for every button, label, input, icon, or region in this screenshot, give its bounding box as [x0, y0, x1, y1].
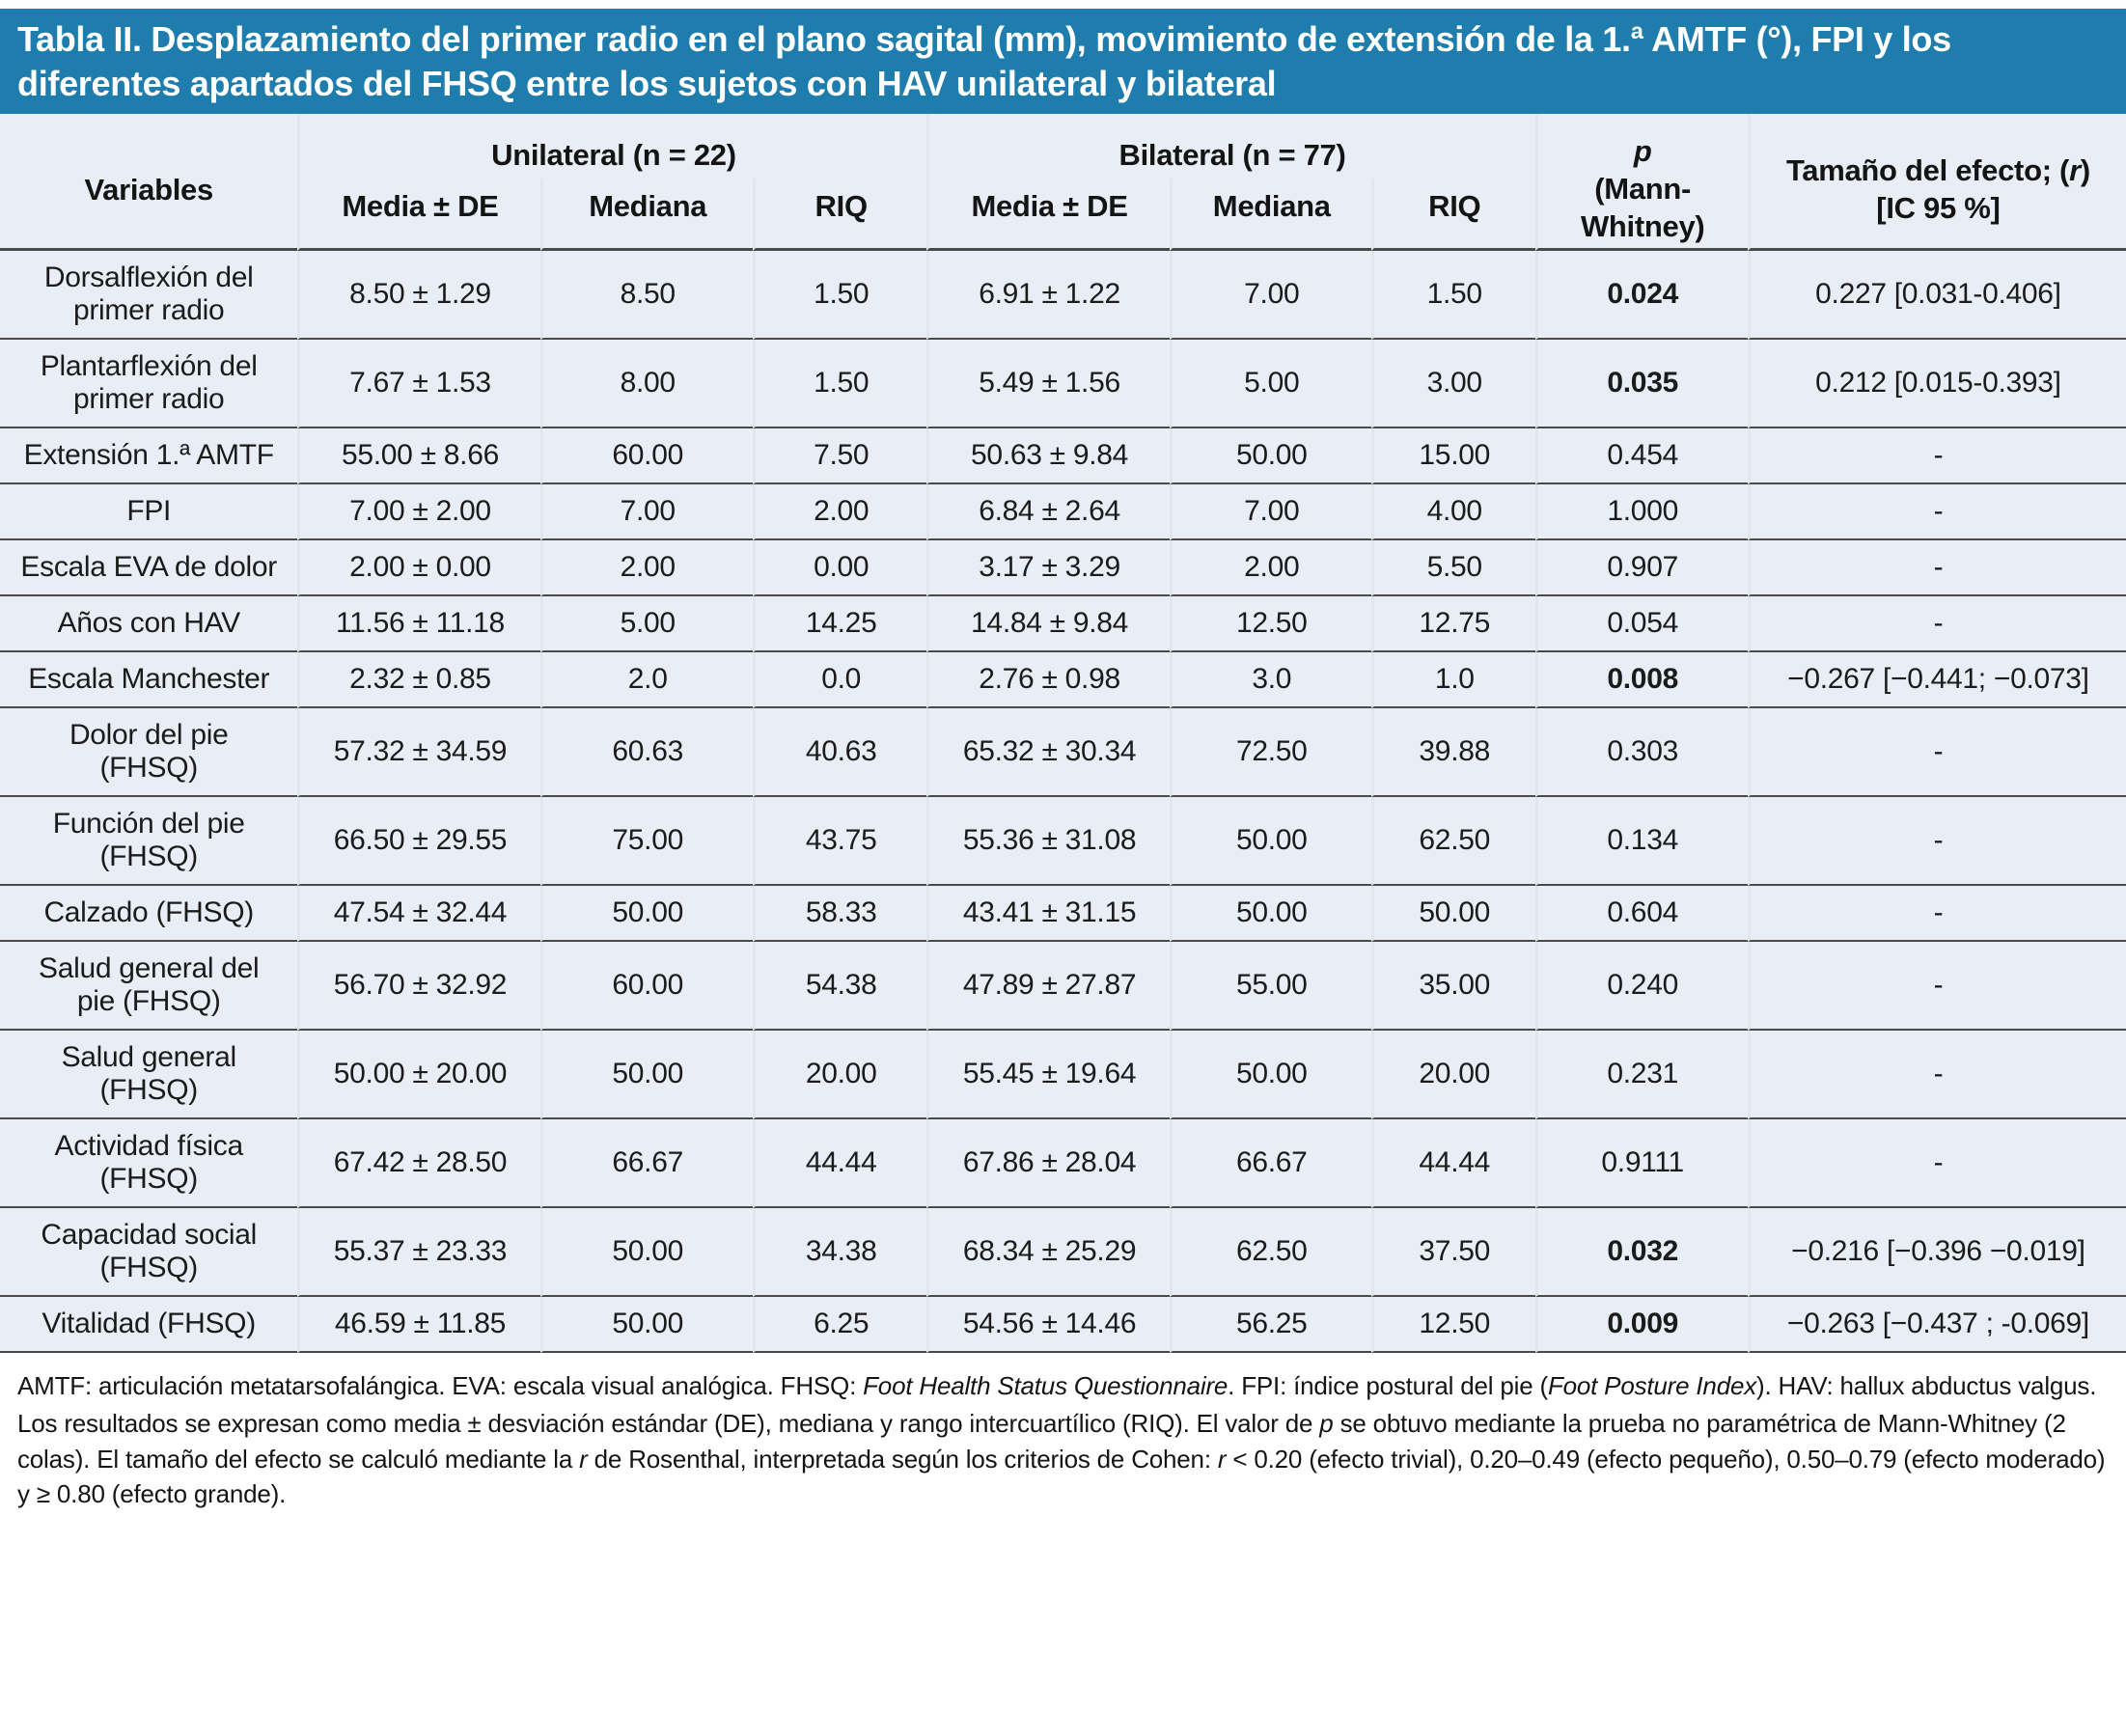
- cell-unilateral-media: 11.56 ± 11.18: [297, 596, 539, 652]
- cell-p-value: 0.604: [1535, 886, 1748, 942]
- cell-bilateral-mediana: 72.50: [1170, 708, 1371, 797]
- variable-label: FPI: [0, 484, 297, 540]
- cell-bilateral-mediana: 50.00: [1170, 797, 1371, 886]
- cell-effect-size: -: [1748, 596, 2126, 652]
- cell-effect-size: -: [1748, 797, 2126, 886]
- column-header-effect-size: [1748, 114, 2126, 250]
- table-row: [0, 1119, 2126, 1208]
- cell-bilateral-mediana: 50.00: [1170, 428, 1371, 484]
- cell-unilateral-media: 57.32 ± 34.59: [297, 708, 539, 797]
- cell-unilateral-mediana: 66.67: [540, 1119, 753, 1208]
- column-header-bilateral-riq: RIQ: [1371, 179, 1535, 251]
- cell-unilateral-mediana: 2.00: [540, 540, 753, 596]
- cell-p-value: 0.454: [1535, 428, 1748, 484]
- footnote-text-segment: . FPI: índice postural del pie (: [1228, 1370, 1548, 1400]
- cell-unilateral-mediana: 50.00: [540, 1208, 753, 1297]
- cell-bilateral-media: 6.84 ± 2.64: [926, 484, 1169, 540]
- variable-label: Salud general (FHSQ): [0, 1031, 297, 1119]
- cell-effect-size: -: [1748, 1119, 2126, 1208]
- cell-unilateral-riq: 43.75: [753, 797, 927, 886]
- cell-effect-size: -: [1748, 428, 2126, 484]
- cell-p-value: 0.054: [1535, 596, 1748, 652]
- cell-bilateral-mediana: 12.50: [1170, 596, 1371, 652]
- cell-bilateral-riq: 35.00: [1371, 942, 1535, 1031]
- cell-p-value: 0.240: [1535, 942, 1748, 1031]
- cell-unilateral-riq: 0.0: [753, 652, 927, 708]
- footnote-methods: [17, 1406, 2109, 1513]
- table-row: [0, 596, 2126, 652]
- cell-unilateral-mediana: 75.00: [540, 797, 753, 886]
- cell-unilateral-riq: 20.00: [753, 1031, 927, 1119]
- cell-bilateral-media: 3.17 ± 3.29: [926, 540, 1169, 596]
- cell-bilateral-mediana: 62.50: [1170, 1208, 1371, 1297]
- cell-effect-size: −0.216 [−0.396 −0.019]: [1748, 1208, 2126, 1297]
- cell-unilateral-media: 47.54 ± 32.44: [297, 886, 539, 942]
- cell-bilateral-mediana: 55.00: [1170, 942, 1371, 1031]
- cell-bilateral-mediana: 7.00: [1170, 251, 1371, 340]
- table-header: [0, 114, 2126, 250]
- column-header-bilateral-mediana: Mediana: [1170, 179, 1371, 251]
- table-row: [0, 708, 2126, 797]
- footnote-text-segment: se obtuvo mediante la prueba no paramétrica de Mann-Whitney (2 colas). El tamaño del efecto se calculó mediante la: [17, 1408, 2066, 1474]
- footnote-text-segment: Los resultados se expresan como media ± desviación estándar (DE), mediana y rango intercuartílico (RIQ). El valor de: [17, 1408, 1320, 1438]
- cell-p-value: 0.907: [1535, 540, 1748, 596]
- variable-label: Escala EVA de dolor: [0, 540, 297, 596]
- cell-effect-size: -: [1748, 708, 2126, 797]
- cell-bilateral-mediana: 50.00: [1170, 1031, 1371, 1119]
- cell-bilateral-mediana: 2.00: [1170, 540, 1371, 596]
- cell-effect-size: -: [1748, 540, 2126, 596]
- cell-unilateral-riq: 2.00: [753, 484, 927, 540]
- table-row: [0, 1208, 2126, 1297]
- cell-p-value: 0.008: [1535, 652, 1748, 708]
- cell-unilateral-riq: 6.25: [753, 1297, 927, 1353]
- cell-bilateral-media: 55.45 ± 19.64: [926, 1031, 1169, 1119]
- cell-unilateral-mediana: 5.00: [540, 596, 753, 652]
- cell-effect-size: -: [1748, 1031, 2126, 1119]
- cell-unilateral-mediana: 2.0: [540, 652, 753, 708]
- cell-bilateral-media: 2.76 ± 0.98: [926, 652, 1169, 708]
- column-header-bilateral-media: Media ± DE: [926, 179, 1169, 251]
- footnote-text-segment: < 0.20 (efecto trivial), 0.20–0.49 (efecto pequeño), 0.50–0.79 (efecto moderado) y ≥ 0.80 (efecto grande).: [17, 1444, 2106, 1509]
- cell-bilateral-mediana: 66.67: [1170, 1119, 1371, 1208]
- cell-bilateral-media: 5.49 ± 1.56: [926, 340, 1169, 428]
- cell-unilateral-media: 46.59 ± 11.85: [297, 1297, 539, 1353]
- cell-unilateral-media: 55.00 ± 8.66: [297, 428, 539, 484]
- table-row: [0, 251, 2126, 340]
- cell-bilateral-media: 54.56 ± 14.46: [926, 1297, 1169, 1353]
- effect-header-line2: [IC 95 %]: [1876, 190, 2001, 225]
- cell-bilateral-riq: 62.50: [1371, 797, 1535, 886]
- cell-bilateral-mediana: 7.00: [1170, 484, 1371, 540]
- table-row: [0, 886, 2126, 942]
- variable-label: Calzado (FHSQ): [0, 886, 297, 942]
- cell-bilateral-media: 14.84 ± 9.84: [926, 596, 1169, 652]
- cell-p-value: 0.032: [1535, 1208, 1748, 1297]
- table-title: Tabla II. Desplazamiento del primer radio en el plano sagital (mm), movimiento de extensión de la 1.ª AMTF (°), FPI y los diferentes apartados del FHSQ entre los sujetos con HAV unilateral y bilateral: [0, 9, 2126, 114]
- cell-bilateral-riq: 15.00: [1371, 428, 1535, 484]
- footnote-italic-segment: r: [1217, 1444, 1227, 1474]
- cell-unilateral-media: 66.50 ± 29.55: [297, 797, 539, 886]
- column-header-bilateral: Bilateral (n = 77): [926, 114, 1534, 179]
- cell-unilateral-mediana: 7.00: [540, 484, 753, 540]
- cell-bilateral-riq: 44.44: [1371, 1119, 1535, 1208]
- cell-bilateral-riq: 1.50: [1371, 251, 1535, 340]
- column-header-unilateral-media: Media ± DE: [297, 179, 539, 251]
- cell-p-value: 0.035: [1535, 340, 1748, 428]
- cell-bilateral-riq: 37.50: [1371, 1208, 1535, 1297]
- cell-bilateral-riq: 50.00: [1371, 886, 1535, 942]
- variable-label: Plantarflexión del primer radio: [0, 340, 297, 428]
- column-header-unilateral-riq: RIQ: [753, 179, 927, 251]
- column-header-variables: Variables: [0, 114, 297, 250]
- cell-unilateral-mediana: 60.63: [540, 708, 753, 797]
- cell-effect-size: -: [1748, 886, 2126, 942]
- cell-bilateral-riq: 39.88: [1371, 708, 1535, 797]
- variable-label: Escala Manchester: [0, 652, 297, 708]
- cell-unilateral-media: 7.00 ± 2.00: [297, 484, 539, 540]
- footnotes: [0, 1353, 2126, 1513]
- cell-unilateral-media: 56.70 ± 32.92: [297, 942, 539, 1031]
- cell-p-value: 0.024: [1535, 251, 1748, 340]
- cell-unilateral-media: 2.00 ± 0.00: [297, 540, 539, 596]
- variable-label: Dorsalflexión del primer radio: [0, 251, 297, 340]
- cell-unilateral-mediana: 8.50: [540, 251, 753, 340]
- cell-bilateral-mediana: 3.0: [1170, 652, 1371, 708]
- table-row: [0, 942, 2126, 1031]
- variable-label: Extensión 1.ª AMTF: [0, 428, 297, 484]
- variable-label: Capacidad social (FHSQ): [0, 1208, 297, 1297]
- cell-unilateral-riq: 54.38: [753, 942, 927, 1031]
- cell-bilateral-riq: 5.50: [1371, 540, 1535, 596]
- cell-p-value: 0.134: [1535, 797, 1748, 886]
- p-header-line3: Whitney): [1580, 208, 1705, 243]
- cell-bilateral-media: 47.89 ± 27.87: [926, 942, 1169, 1031]
- footnote-italic-segment: p: [1319, 1408, 1334, 1438]
- table-row: [0, 652, 2126, 708]
- cell-unilateral-media: 8.50 ± 1.29: [297, 251, 539, 340]
- footnote-text-segment: ). HAV: hallux abductus valgus.: [1756, 1370, 2097, 1400]
- cell-unilateral-media: 55.37 ± 23.33: [297, 1208, 539, 1297]
- cell-unilateral-riq: 34.38: [753, 1208, 927, 1297]
- table-row: [0, 1297, 2126, 1353]
- cell-p-value: 0.9111: [1535, 1119, 1748, 1208]
- cell-effect-size: 0.227 [0.031-0.406]: [1748, 251, 2126, 340]
- cell-bilateral-riq: 20.00: [1371, 1031, 1535, 1119]
- cell-unilateral-riq: 58.33: [753, 886, 927, 942]
- cell-unilateral-riq: 44.44: [753, 1119, 927, 1208]
- table-row: [0, 540, 2126, 596]
- cell-bilateral-mediana: 50.00: [1170, 886, 1371, 942]
- cell-bilateral-media: 68.34 ± 25.29: [926, 1208, 1169, 1297]
- cell-unilateral-media: 67.42 ± 28.50: [297, 1119, 539, 1208]
- cell-bilateral-media: 43.41 ± 31.15: [926, 886, 1169, 942]
- cell-unilateral-mediana: 60.00: [540, 428, 753, 484]
- variable-label: Dolor del pie (FHSQ): [0, 708, 297, 797]
- cell-unilateral-riq: 1.50: [753, 340, 927, 428]
- cell-bilateral-riq: 1.0: [1371, 652, 1535, 708]
- cell-p-value: 1.000: [1535, 484, 1748, 540]
- cell-bilateral-riq: 3.00: [1371, 340, 1535, 428]
- variable-label: Salud general del pie (FHSQ): [0, 942, 297, 1031]
- footnote-italic-segment: Foot Health Status Questionnaire: [863, 1370, 1229, 1400]
- variable-label: Años con HAV: [0, 596, 297, 652]
- cell-unilateral-riq: 0.00: [753, 540, 927, 596]
- cell-bilateral-riq: 4.00: [1371, 484, 1535, 540]
- footnote-abbreviations: [17, 1368, 2109, 1404]
- cell-unilateral-mediana: 8.00: [540, 340, 753, 428]
- footnote-italic-segment: Foot Posture Index: [1547, 1370, 1757, 1400]
- p-header-line2: (Mann-: [1594, 172, 1692, 207]
- cell-effect-size: 0.212 [0.015-0.393]: [1748, 340, 2126, 428]
- table-row: [0, 797, 2126, 886]
- table-row: [0, 428, 2126, 484]
- cell-p-value: 0.009: [1535, 1297, 1748, 1353]
- cell-unilateral-riq: 7.50: [753, 428, 927, 484]
- variable-label: Vitalidad (FHSQ): [0, 1297, 297, 1353]
- cell-effect-size: -: [1748, 942, 2126, 1031]
- effect-header-line1: Tamaño del efecto; (r): [1785, 152, 2090, 187]
- table-body: [0, 251, 2126, 1353]
- cell-bilateral-mediana: 56.25: [1170, 1297, 1371, 1353]
- cell-unilateral-mediana: 50.00: [540, 886, 753, 942]
- cell-unilateral-media: 50.00 ± 20.00: [297, 1031, 539, 1119]
- column-header-unilateral: Unilateral (n = 22): [297, 114, 926, 179]
- cell-bilateral-media: 6.91 ± 1.22: [926, 251, 1169, 340]
- p-header-symbol: p: [1633, 134, 1652, 169]
- cell-p-value: 0.303: [1535, 708, 1748, 797]
- cell-unilateral-riq: 1.50: [753, 251, 927, 340]
- table-row: [0, 340, 2126, 428]
- cell-bilateral-riq: 12.75: [1371, 596, 1535, 652]
- cell-unilateral-mediana: 60.00: [540, 942, 753, 1031]
- footnote-text-segment: AMTF: articulación metatarsofalángica. EVA: escala visual analógica. FHSQ:: [17, 1370, 864, 1400]
- cell-effect-size: -: [1748, 484, 2126, 540]
- cell-bilateral-riq: 12.50: [1371, 1297, 1535, 1353]
- cell-unilateral-media: 2.32 ± 0.85: [297, 652, 539, 708]
- cell-bilateral-media: 55.36 ± 31.08: [926, 797, 1169, 886]
- cell-unilateral-mediana: 50.00: [540, 1297, 753, 1353]
- variable-label: Actividad física (FHSQ): [0, 1119, 297, 1208]
- cell-unilateral-riq: 40.63: [753, 708, 927, 797]
- column-header-unilateral-mediana: Mediana: [540, 179, 753, 251]
- cell-p-value: 0.231: [1535, 1031, 1748, 1119]
- cell-bilateral-media: 67.86 ± 28.04: [926, 1119, 1169, 1208]
- column-header-p: [1535, 114, 1748, 250]
- table-row: [0, 484, 2126, 540]
- cell-bilateral-mediana: 5.00: [1170, 340, 1371, 428]
- footnote-italic-segment: r: [579, 1444, 588, 1474]
- cell-unilateral-riq: 14.25: [753, 596, 927, 652]
- cell-effect-size: −0.267 [−0.441; −0.073]: [1748, 652, 2126, 708]
- cell-effect-size: −0.263 [−0.437 ; -0.069]: [1748, 1297, 2126, 1353]
- variable-label: Función del pie (FHSQ): [0, 797, 297, 886]
- cell-unilateral-mediana: 50.00: [540, 1031, 753, 1119]
- data-table: [0, 114, 2126, 1352]
- cell-unilateral-media: 7.67 ± 1.53: [297, 340, 539, 428]
- table-row: [0, 1031, 2126, 1119]
- footnote-text-segment: de Rosenthal, interpretada según los criterios de Cohen:: [587, 1444, 1218, 1474]
- cell-bilateral-media: 50.63 ± 9.84: [926, 428, 1169, 484]
- cell-bilateral-media: 65.32 ± 30.34: [926, 708, 1169, 797]
